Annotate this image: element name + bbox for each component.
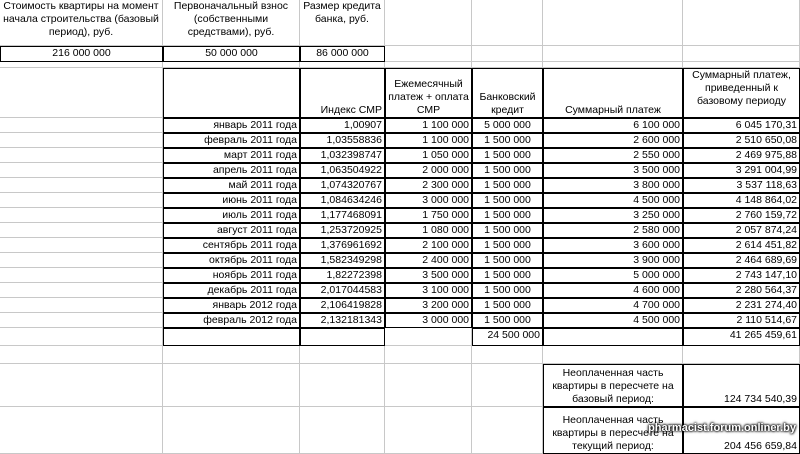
totals-cell[interactable] xyxy=(543,328,683,346)
table-cell[interactable]: 4 148 864,02 xyxy=(683,193,800,208)
summary-current-label[interactable]: Неоплаченная часть квартиры в пересчете на текущий период: xyxy=(543,407,683,454)
table-cell[interactable]: апрель 2011 года xyxy=(163,163,300,178)
table-cell[interactable]: 3 100 000 xyxy=(385,283,472,298)
table-cell[interactable]: июнь 2011 года xyxy=(163,193,300,208)
watermark: pharmacist.forum.onliner.by xyxy=(648,422,796,434)
table-cell[interactable]: январь 2011 года xyxy=(163,118,300,133)
table-cell[interactable]: 1 500 000 xyxy=(472,193,543,208)
empty-cell[interactable] xyxy=(472,407,543,454)
empty-cell[interactable] xyxy=(163,407,300,454)
table-cell[interactable]: 1,032398747 xyxy=(300,148,385,163)
column-header[interactable]: Индекс СМР xyxy=(300,68,385,118)
table-cell[interactable]: 2 110 514,67 xyxy=(683,313,800,328)
table-cell[interactable]: 1 500 000 xyxy=(472,313,543,328)
table-cell[interactable]: 2 614 451,82 xyxy=(683,238,800,253)
table-cell[interactable]: 2,106419828 xyxy=(300,298,385,313)
table-cell[interactable]: 3 800 000 xyxy=(543,178,683,193)
empty-cell[interactable] xyxy=(385,407,472,454)
table-cell[interactable]: 4 700 000 xyxy=(543,298,683,313)
empty-cell[interactable] xyxy=(0,223,163,238)
header-loan-label[interactable]: Размер кредита банка, руб. xyxy=(300,0,385,46)
empty-cell[interactable] xyxy=(0,328,163,346)
empty-cell[interactable] xyxy=(385,0,472,46)
table-cell[interactable]: декабрь 2011 года xyxy=(163,283,300,298)
summary-base-label[interactable]: Неоплаченная часть квартиры в пересчете на базовый период: xyxy=(543,364,683,407)
empty-cell[interactable] xyxy=(0,193,163,208)
table-cell[interactable]: 3 500 000 xyxy=(385,268,472,283)
table-cell[interactable]: 4 600 000 xyxy=(543,283,683,298)
table-cell[interactable]: 1,084634246 xyxy=(300,193,385,208)
table-cell[interactable]: 2 743 147,10 xyxy=(683,268,800,283)
empty-cell[interactable] xyxy=(163,346,300,364)
table-cell[interactable]: 1 100 000 xyxy=(385,118,472,133)
table-cell[interactable]: 4 500 000 xyxy=(543,313,683,328)
totals-cell[interactable] xyxy=(163,328,300,346)
table-cell[interactable]: 6 045 170,31 xyxy=(683,118,800,133)
table-cell[interactable]: 1,582349298 xyxy=(300,253,385,268)
column-header[interactable]: Суммарный платеж xyxy=(543,68,683,118)
total-base[interactable]: 41 265 459,61 xyxy=(683,328,800,346)
table-cell[interactable]: ноябрь 2011 года xyxy=(163,268,300,283)
table-cell[interactable]: 1 500 000 xyxy=(472,133,543,148)
empty-cell[interactable] xyxy=(683,46,800,62)
column-header[interactable]: Суммарный платеж, приведенный к базовому периоду xyxy=(683,68,800,118)
empty-cell[interactable] xyxy=(543,46,683,62)
table-cell[interactable]: 1 080 000 xyxy=(385,223,472,238)
empty-cell[interactable] xyxy=(385,328,472,346)
table-cell[interactable]: 2 000 000 xyxy=(385,163,472,178)
summary-current-value[interactable]: 204 456 659,84 xyxy=(683,407,800,454)
empty-cell[interactable] xyxy=(683,346,800,364)
table-cell[interactable]: август 2011 года xyxy=(163,223,300,238)
table-cell[interactable]: февраль 2012 года xyxy=(163,313,300,328)
empty-cell[interactable] xyxy=(0,133,163,148)
empty-cell[interactable] xyxy=(472,0,543,46)
empty-cell[interactable] xyxy=(0,178,163,193)
empty-cell[interactable] xyxy=(300,364,385,407)
header-down-value[interactable]: 50 000 000 xyxy=(163,46,300,62)
table-cell[interactable]: 2 510 650,08 xyxy=(683,133,800,148)
table-cell[interactable]: 3 537 118,63 xyxy=(683,178,800,193)
empty-cell[interactable] xyxy=(0,148,163,163)
empty-cell[interactable] xyxy=(0,364,163,407)
header-loan-value[interactable]: 86 000 000 xyxy=(300,46,385,62)
table-cell[interactable]: 1,063504922 xyxy=(300,163,385,178)
table-cell[interactable]: 1 500 000 xyxy=(472,253,543,268)
table-cell[interactable]: 2 469 975,88 xyxy=(683,148,800,163)
column-header[interactable]: Банковский кредит xyxy=(472,68,543,118)
table-cell[interactable]: 1,82272398 xyxy=(300,268,385,283)
table-cell[interactable]: 1 100 000 xyxy=(385,133,472,148)
table-cell[interactable]: 2,017044583 xyxy=(300,283,385,298)
empty-cell[interactable] xyxy=(0,253,163,268)
column-header-month[interactable] xyxy=(163,68,300,118)
table-cell[interactable]: июль 2011 года xyxy=(163,208,300,223)
table-cell[interactable]: октябрь 2011 года xyxy=(163,253,300,268)
table-cell[interactable]: 2 280 564,37 xyxy=(683,283,800,298)
empty-cell[interactable] xyxy=(0,68,163,118)
table-cell[interactable]: 1 500 000 xyxy=(472,163,543,178)
table-cell[interactable]: 1,376961692 xyxy=(300,238,385,253)
table-cell[interactable]: январь 2012 года xyxy=(163,298,300,313)
empty-cell[interactable] xyxy=(0,118,163,133)
column-header[interactable]: Ежемесячный платеж + оплата СМР xyxy=(385,68,472,118)
empty-cell[interactable] xyxy=(385,46,472,62)
table-cell[interactable]: 1 500 000 xyxy=(472,268,543,283)
table-cell[interactable]: 3 500 000 xyxy=(543,163,683,178)
table-cell[interactable]: 1 050 000 xyxy=(385,148,472,163)
empty-cell[interactable] xyxy=(0,238,163,253)
table-cell[interactable]: сентябрь 2011 года xyxy=(163,238,300,253)
table-cell[interactable]: 1 500 000 xyxy=(472,178,543,193)
table-cell[interactable]: 2 400 000 xyxy=(385,253,472,268)
empty-cell[interactable] xyxy=(0,346,163,364)
table-cell[interactable]: март 2011 года xyxy=(163,148,300,163)
empty-cell[interactable] xyxy=(0,313,163,328)
table-cell[interactable]: 2 300 000 xyxy=(385,178,472,193)
table-cell[interactable]: 2 580 000 xyxy=(543,223,683,238)
table-cell[interactable]: 3 600 000 xyxy=(543,238,683,253)
table-cell[interactable]: 1 500 000 xyxy=(472,223,543,238)
empty-cell[interactable] xyxy=(0,268,163,283)
table-cell[interactable]: 1 500 000 xyxy=(472,298,543,313)
empty-cell[interactable] xyxy=(472,46,543,62)
table-cell[interactable]: 2 464 689,69 xyxy=(683,253,800,268)
empty-cell[interactable] xyxy=(0,283,163,298)
table-cell[interactable]: 2 600 000 xyxy=(543,133,683,148)
table-cell[interactable]: 2 231 274,40 xyxy=(683,298,800,313)
header-down-label[interactable]: Первоначальный взнос (собственными средствами), руб. xyxy=(163,0,300,46)
empty-cell[interactable] xyxy=(300,407,385,454)
table-cell[interactable]: 5 000 000 xyxy=(472,118,543,133)
table-cell[interactable]: 5 000 000 xyxy=(543,268,683,283)
table-cell[interactable]: 3 250 000 xyxy=(543,208,683,223)
table-cell[interactable]: 1 750 000 xyxy=(385,208,472,223)
table-cell[interactable]: 1 500 000 xyxy=(472,238,543,253)
empty-cell[interactable] xyxy=(0,407,163,454)
total-credit[interactable]: 24 500 000 xyxy=(472,328,543,346)
empty-cell[interactable] xyxy=(0,208,163,223)
empty-cell[interactable] xyxy=(472,346,543,364)
table-cell[interactable]: февраль 2011 года xyxy=(163,133,300,148)
table-cell[interactable]: 1,03558836 xyxy=(300,133,385,148)
empty-cell[interactable] xyxy=(683,0,800,46)
empty-cell[interactable] xyxy=(385,346,472,364)
table-cell[interactable]: 6 100 000 xyxy=(543,118,683,133)
table-cell[interactable]: 3 291 004,99 xyxy=(683,163,800,178)
table-cell[interactable]: 3 900 000 xyxy=(543,253,683,268)
table-cell[interactable]: 3 000 000 xyxy=(385,313,472,328)
empty-cell[interactable] xyxy=(472,364,543,407)
table-cell[interactable]: 2 100 000 xyxy=(385,238,472,253)
empty-cell[interactable] xyxy=(543,0,683,46)
table-cell[interactable]: 1 500 000 xyxy=(472,148,543,163)
empty-cell[interactable] xyxy=(543,346,683,364)
empty-cell[interactable] xyxy=(0,298,163,313)
header-cost-label[interactable]: Стоимость квартиры на момент начала строительства (базовый период), руб. xyxy=(0,0,163,46)
table-cell[interactable]: 1,253720925 xyxy=(300,223,385,238)
table-cell[interactable]: 4 500 000 xyxy=(543,193,683,208)
header-cost-value[interactable]: 216 000 000 xyxy=(0,46,163,62)
table-cell[interactable]: 1,00907 xyxy=(300,118,385,133)
table-cell[interactable]: 2 760 159,72 xyxy=(683,208,800,223)
empty-cell[interactable] xyxy=(0,163,163,178)
table-cell[interactable]: 2 550 000 xyxy=(543,148,683,163)
empty-cell[interactable] xyxy=(163,364,300,407)
table-cell[interactable]: 1 500 000 xyxy=(472,208,543,223)
table-cell[interactable]: 1,177468091 xyxy=(300,208,385,223)
table-cell[interactable]: 2 057 874,24 xyxy=(683,223,800,238)
table-cell[interactable]: май 2011 года xyxy=(163,178,300,193)
totals-cell[interactable] xyxy=(300,328,385,346)
table-cell[interactable]: 1 500 000 xyxy=(472,283,543,298)
table-cell[interactable]: 2,132181343 xyxy=(300,313,385,328)
empty-cell[interactable] xyxy=(385,364,472,407)
summary-base-value[interactable]: 124 734 540,39 xyxy=(683,364,800,407)
table-cell[interactable]: 3 000 000 xyxy=(385,193,472,208)
table-cell[interactable]: 3 200 000 xyxy=(385,298,472,313)
table-cell[interactable]: 1,074320767 xyxy=(300,178,385,193)
empty-cell[interactable] xyxy=(300,346,385,364)
